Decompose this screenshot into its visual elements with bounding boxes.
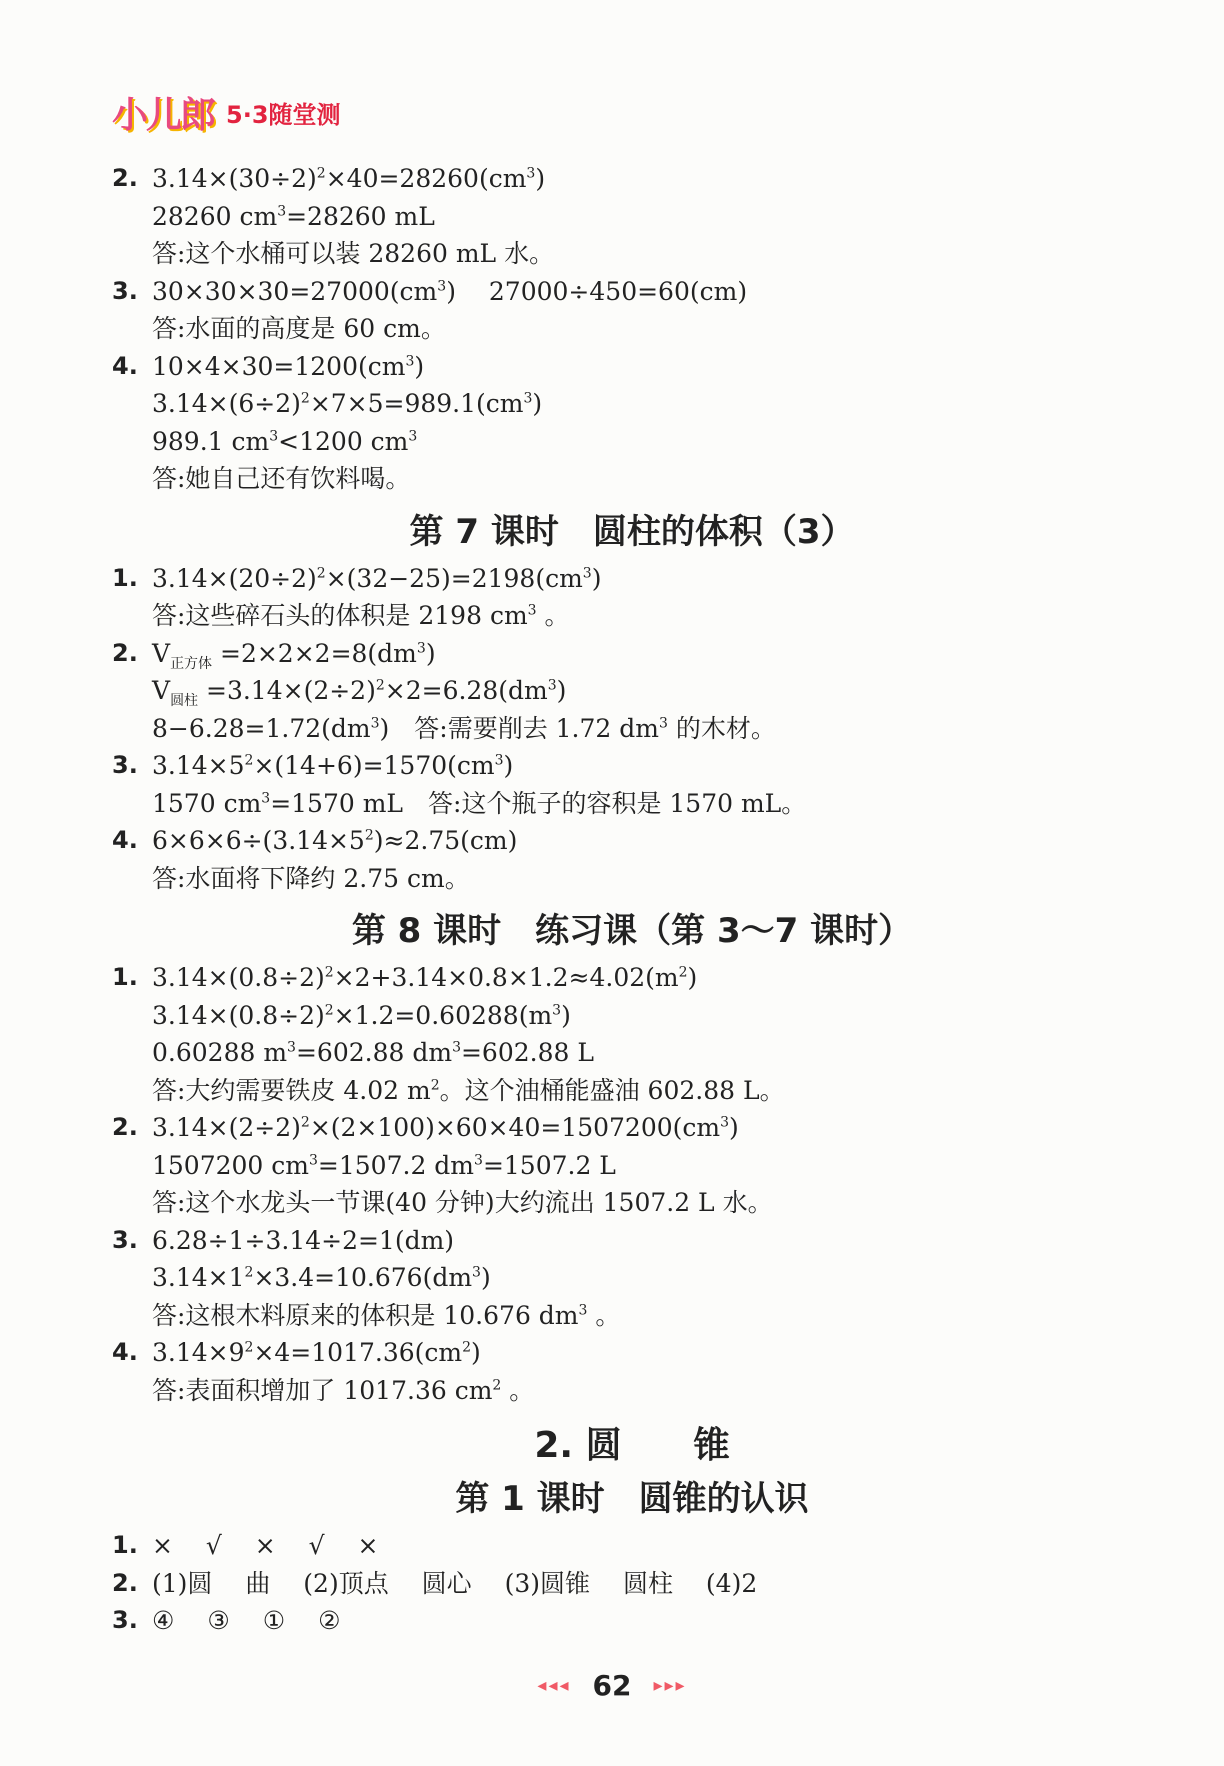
subscript: 圆柱 (170, 693, 199, 709)
question-number: 3. (112, 1225, 138, 1254)
question-number: 4. (112, 351, 138, 380)
superscript: 3 (472, 1264, 481, 1281)
text-segment: ) (561, 1000, 571, 1030)
question-number: 3. (112, 1606, 138, 1634)
text-segment: ④ ③ ① ② (152, 1606, 341, 1635)
text-segment: 3.14×(2÷2) (152, 1113, 301, 1142)
text-segment: V (152, 638, 171, 668)
superscript: 2 (316, 565, 326, 582)
answer-line (112, 1072, 1112, 1110)
superscript: 2 (244, 1264, 254, 1281)
question-number: 4. (112, 826, 138, 854)
text-segment: ×4=1017.36(cm (253, 1338, 463, 1367)
answer-item (112, 747, 1112, 785)
text-segment: 30×30×30=27000(cm (152, 276, 438, 306)
lesson8-title: 第 8 课时 练习课（第 3～7 课时） (351, 911, 913, 951)
section-answers-lesson8 (112, 959, 1112, 1409)
answer-text (152, 1301, 620, 1330)
text-segment: <1200 cm (278, 426, 409, 456)
answer-item (112, 348, 1112, 386)
answer-text (152, 314, 446, 343)
question-number: 1. (112, 563, 138, 592)
superscript: 3 (578, 1302, 588, 1319)
answer-line (112, 1372, 1112, 1410)
text-segment: ×(32−25)=2198(cm (325, 563, 583, 593)
question-number: 2. (112, 164, 138, 192)
answer-line (112, 385, 1112, 423)
question-number: 3. (112, 751, 138, 779)
superscript: 2 (462, 1339, 472, 1356)
question-number: 4. (112, 1338, 138, 1366)
text-segment: ) (414, 351, 425, 381)
superscript: 3 (720, 1114, 730, 1131)
lesson7-title: 第 7 课时 圆柱的体积（3） (409, 511, 855, 552)
superscript: 3 (527, 602, 537, 619)
answer-item (112, 1334, 1112, 1372)
answer-line (112, 1034, 1112, 1072)
answer-text (152, 1602, 341, 1640)
superscript: 3 (452, 1039, 461, 1056)
answer-line (112, 1147, 1112, 1185)
answer-text (152, 464, 410, 493)
text-segment: ) (532, 389, 543, 418)
text-segment: 的木材。 (667, 713, 776, 743)
answer-text (152, 1109, 739, 1147)
superscript: 3 (405, 353, 415, 370)
text-segment: 28260 cm (152, 201, 278, 231)
text-segment: 。 (536, 601, 570, 630)
text-segment: (1)圆 曲 (2)顶点 圆心 (3)圆锥 圆柱 (4)2 (152, 1568, 758, 1598)
answer-item (112, 1602, 1112, 1640)
text-segment: 6.28÷1÷3.14÷2=1(dm) (152, 1225, 455, 1255)
answer-line (112, 710, 1112, 748)
text-segment: ) (535, 164, 546, 193)
superscript: 3 (261, 790, 271, 807)
answer-text (152, 239, 554, 268)
page-header (112, 90, 341, 134)
text-segment: ) (471, 1338, 481, 1367)
superscript: 3 (309, 1152, 318, 1169)
series-title: 5·3随堂测 (226, 100, 341, 129)
answer-text (152, 1334, 481, 1372)
answer-text (152, 1188, 773, 1217)
answer-item (112, 959, 1112, 997)
answer-line (112, 672, 1112, 710)
text-segment: 1507200 cm (152, 1150, 309, 1180)
answer-text (152, 560, 601, 598)
page-number: 62 (592, 1668, 632, 1702)
answer-item (112, 273, 1112, 311)
answer-text (152, 273, 747, 311)
text-segment: 3.14×(0.8÷2) (152, 963, 325, 992)
superscript: 2 (300, 390, 310, 407)
text-segment: =2×2×2=8(dm (212, 638, 417, 668)
superscript: 2 (316, 165, 326, 182)
answer-line (112, 785, 1112, 823)
superscript: 3 (269, 428, 279, 445)
answer-text (152, 635, 436, 673)
subscript: 正方体 (170, 655, 213, 672)
answer-item (112, 822, 1112, 860)
question-number: 3. (112, 276, 138, 305)
text-segment: )≈2.75(cm) (373, 826, 518, 855)
answer-line (112, 997, 1112, 1035)
superscript: 2 (492, 1377, 502, 1394)
question-number: 1. (112, 1531, 138, 1559)
text-segment: 3.14×(6÷2) (152, 389, 301, 418)
answer-item (112, 635, 1112, 673)
answer-line (112, 423, 1112, 461)
text-segment: 。 (501, 1375, 535, 1405)
text-segment: ×(2×100)×60×40=1507200(cm (309, 1113, 721, 1142)
chapter-title: 2. 圆 锥 (534, 1425, 730, 1466)
text-segment: 答:这个水龙头一节课(40 分钟)大约流出 1507.2 L 水。 (152, 1188, 773, 1217)
text-segment: ×7×5=989.1(cm (309, 389, 524, 418)
answer-text (152, 864, 470, 893)
question-number: 2. (112, 1113, 138, 1141)
answer-text (152, 676, 567, 709)
text-segment: =602.88 dm (295, 1038, 453, 1067)
answer-text (152, 1001, 571, 1030)
superscript: 3 (287, 1039, 296, 1056)
text-segment: 答:这个水桶可以装 28260 mL 水。 (152, 239, 555, 268)
answer-text (152, 747, 513, 785)
text-segment: ×2+3.14×0.8×1.2≈4.02(m (333, 963, 679, 992)
next-arrows-icon: ▸▸▸ (653, 1674, 687, 1696)
answer-item (112, 1565, 1112, 1603)
text-segment: 。 (587, 1300, 621, 1330)
answer-text (152, 822, 517, 860)
text-segment: 3.14×9 (152, 1338, 245, 1367)
text-segment: 3.14×(30÷2) (152, 164, 317, 193)
superscript: 2 (300, 1114, 310, 1131)
prev-arrows-icon: ◂◂◂ (537, 1674, 571, 1696)
superscript: 3 (658, 715, 668, 732)
question-number: 1. (112, 963, 138, 991)
answer-item (112, 160, 1112, 198)
text-segment: 答:水面将下降约 2.75 cm。 (152, 863, 470, 893)
superscript: 3 (582, 565, 592, 582)
text-segment: =3.14×(2÷2) (198, 676, 376, 705)
question-number: 2. (112, 1568, 138, 1597)
text-segment: ) (591, 563, 602, 593)
text-segment: ×(14+6)=1570(cm (253, 751, 495, 780)
text-segment: =1570 mL 答:这个瓶子的容积是 1570 mL。 (270, 788, 807, 818)
text-segment: 。这个油桶能盛油 602.88 L。 (439, 1075, 785, 1105)
text-segment: 989.1 cm (152, 426, 270, 456)
text-segment: 6×6×6÷(3.14×5 (152, 826, 365, 855)
superscript: 3 (408, 428, 418, 445)
superscript: 3 (416, 640, 426, 657)
text-segment: ) (729, 1113, 739, 1142)
answer-text (152, 1222, 454, 1260)
answer-content (112, 160, 1112, 1640)
answer-text (152, 1038, 594, 1067)
text-segment: 0.60288 m (152, 1038, 288, 1067)
answer-text (152, 1076, 785, 1105)
answer-item (112, 560, 1112, 598)
superscript: 3 (474, 1152, 483, 1169)
text-segment: ) 27000÷450=60(cm) (446, 276, 748, 306)
text-segment: 答:大约需要铁皮 4.02 m (152, 1075, 431, 1105)
text-segment: ) (556, 676, 567, 705)
text-segment: =602.88 L (460, 1038, 594, 1067)
text-segment: 答:表面积增加了 1017.36 cm (152, 1375, 493, 1405)
text-segment: ) (687, 963, 698, 992)
answer-item (112, 1527, 1112, 1565)
answer-text (152, 1376, 534, 1405)
section-answers-lesson7 (112, 560, 1112, 898)
answer-line (112, 310, 1112, 348)
text-segment: =28260 mL (286, 201, 435, 231)
text-segment: 8−6.28=1.72(dm (152, 713, 371, 743)
section-answers-cone-lesson1 (112, 1527, 1112, 1640)
answer-text (152, 714, 776, 743)
answer-item (112, 1109, 1112, 1147)
text-segment: 3.14×5 (152, 751, 245, 780)
answer-text (152, 160, 545, 198)
superscript: 3 (547, 677, 557, 694)
superscript: 2 (678, 964, 688, 981)
superscript: 3 (437, 278, 447, 295)
text-segment: 10×4×30=1200(cm (152, 351, 406, 381)
text-segment: ×40=28260(cm (325, 164, 527, 193)
answer-text (152, 1151, 616, 1180)
answer-line (112, 198, 1112, 236)
text-segment: 答:水面的高度是 60 cm。 (152, 314, 446, 343)
superscript: 2 (430, 1077, 440, 1094)
superscript: 2 (364, 827, 374, 844)
superscript: 3 (552, 1002, 562, 1019)
answer-line (112, 1259, 1112, 1297)
text-segment: 3.14×(0.8÷2) (152, 1000, 325, 1030)
text-segment: =1507.2 L (482, 1150, 616, 1180)
answer-text (152, 1527, 379, 1565)
question-number: 2. (112, 638, 138, 667)
superscript: 2 (324, 964, 334, 981)
cone-lesson1-title: 第 1 课时 圆锥的认识 (455, 1479, 809, 1519)
answer-text (152, 789, 806, 818)
answer-line (112, 597, 1112, 635)
text-segment: ×1.2=0.60288(m (333, 1000, 553, 1030)
answer-item (112, 1222, 1112, 1260)
answer-text (152, 348, 424, 386)
text-segment: 答:这些碎石头的体积是 2198 cm (152, 601, 528, 630)
answer-text (152, 427, 417, 456)
superscript: 2 (324, 1002, 334, 1019)
text-segment: ) (480, 1263, 491, 1292)
answer-text (152, 202, 435, 231)
answer-text (152, 1263, 491, 1292)
superscript: 2 (375, 677, 385, 694)
text-segment: V (152, 676, 171, 705)
answer-line (112, 860, 1112, 898)
answer-text (152, 601, 570, 630)
answer-line (112, 1184, 1112, 1222)
superscript: 3 (277, 203, 287, 220)
section-answers-lesson6 (112, 160, 1112, 498)
text-segment: ) (425, 638, 436, 668)
answer-text (152, 959, 697, 997)
superscript: 2 (244, 752, 254, 769)
answer-line (112, 460, 1112, 498)
brand-logo: 小儿郎 (112, 94, 215, 136)
page-footer (0, 1665, 1224, 1705)
text-segment: 3.14×1 (152, 1263, 245, 1292)
answer-line (112, 235, 1112, 273)
answer-line (112, 1297, 1112, 1335)
text-segment: 答:这根木料原来的体积是 10.676 dm (152, 1300, 579, 1330)
superscript: 3 (526, 165, 536, 182)
text-segment: 3.14×(20÷2) (152, 563, 317, 593)
text-segment: ) 答:需要削去 1.72 dm (379, 713, 659, 743)
text-segment: =1507.2 dm (317, 1150, 475, 1180)
text-segment: × √ × √ × (152, 1531, 379, 1560)
text-segment: ×2=6.28(dm (384, 676, 548, 705)
answer-text (152, 389, 542, 418)
superscript: 2 (244, 1339, 254, 1356)
superscript: 3 (494, 752, 504, 769)
text-segment: ) (503, 751, 514, 780)
text-segment: 1570 cm (152, 788, 262, 818)
text-segment: ×3.4=10.676(dm (253, 1263, 473, 1292)
text-segment: 答:她自己还有饮料喝。 (152, 464, 411, 493)
superscript: 3 (370, 715, 380, 732)
answer-text (152, 1565, 757, 1603)
superscript: 3 (523, 390, 533, 407)
